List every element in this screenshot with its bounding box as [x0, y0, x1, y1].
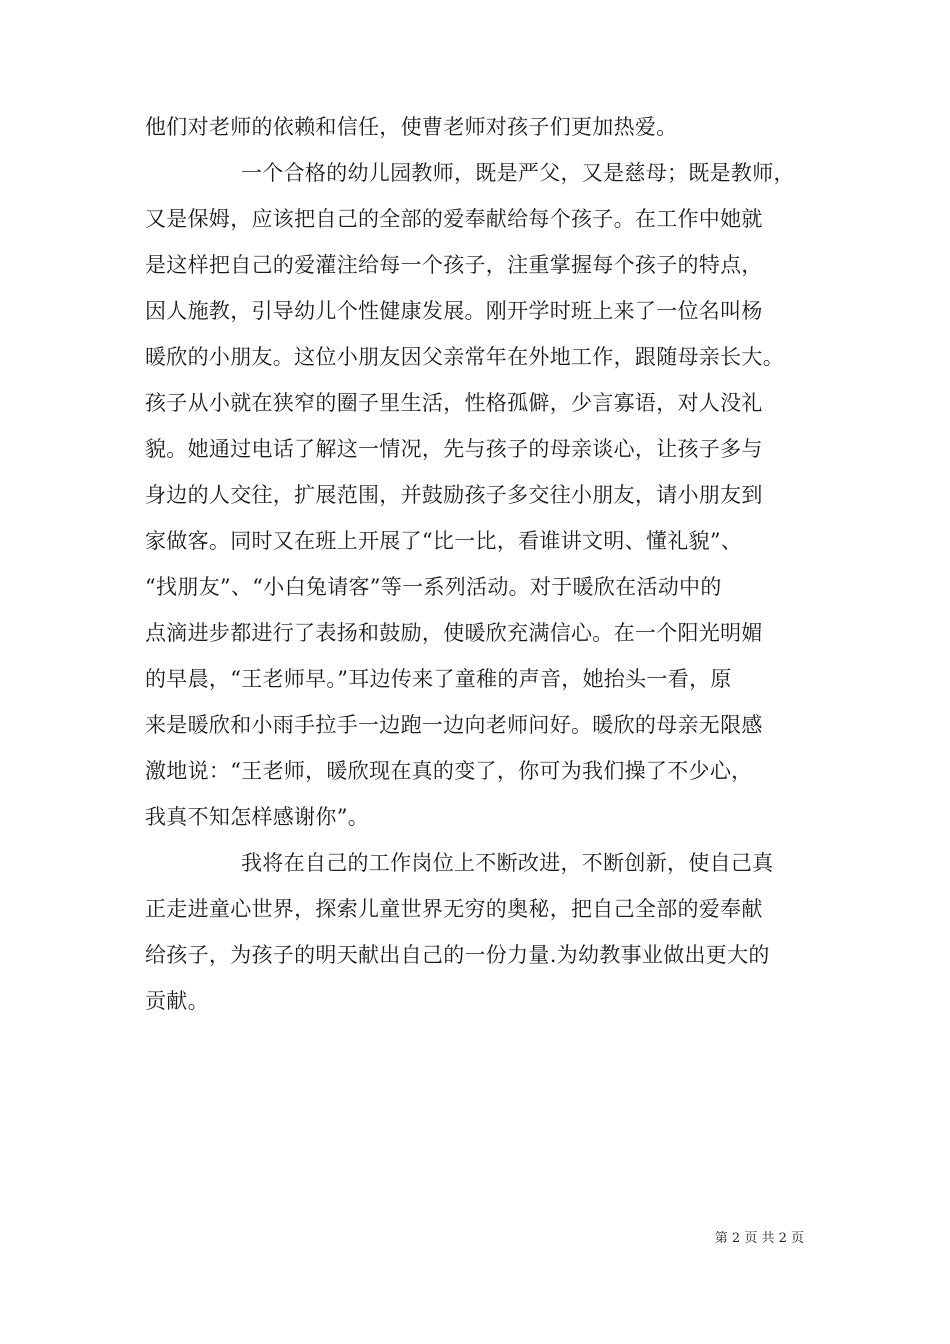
text-line: 孩子从小就在狭窄的圈子里生活，性格孤僻，少言寡语，对人没礼: [145, 391, 763, 415]
paragraph-first-line: 一个合格的幼儿园教师，既是严父，又是慈母；既是教师，: [241, 161, 795, 185]
text-line: 身边的人交往，扩展范围，并鼓励孩子多交往小朋友，请小朋友到: [145, 483, 763, 507]
text-line: 的早晨，“王老师早。”耳边传来了童稚的声音，她抬头一看，原: [145, 667, 732, 691]
text-line: 给孩子，为孩子的明天献出自己的一份力量.为幼教事业做出更大的: [145, 943, 770, 967]
text-line: 贡献。: [145, 989, 209, 1013]
text-line: 貌。她通过电话了解这一情况，先与孩子的母亲谈心，让孩子多与: [145, 437, 763, 461]
text-line: 又是保姆，应该把自己的全部的爱奉献给每个孩子。在工作中她就: [145, 207, 763, 231]
text-line: 激地说：“王老师，暖欣现在真的变了，你可为我们操了不少心，: [145, 759, 753, 783]
text-line: 正走进童心世界，探索儿童世界无穷的奥秘，把自己全部的爱奉献: [145, 897, 763, 921]
page-number-footer: 第 2 页 共 2 页: [714, 1231, 804, 1246]
text-line: 因人施教，引导幼儿个性健康发展。刚开学时班上来了一位名叫杨: [145, 299, 763, 323]
text-line: 他们对老师的依赖和信任，使曹老师对孩子们更加热爱。: [145, 115, 678, 139]
text-line: 点滴进步都进行了表扬和鼓励，使暖欣充满信心。在一个阳光明媚: [145, 621, 763, 645]
text-line: “找朋友”、“小白兔请客”等一系列活动。对于暖欣在活动中的: [145, 575, 722, 599]
text-line: 来是暖欣和小雨手拉手一边跑一边向老师问好。暖欣的母亲无限感: [145, 713, 763, 737]
text-line: 暖欣的小朋友。这位小朋友因父亲常年在外地工作，跟随母亲长大。: [145, 345, 784, 369]
text-line: 是这样把自己的爱灌注给每一个孩子，注重掌握每个孩子的特点，: [145, 253, 763, 277]
text-line: 家做客。同时又在班上开展了“比一比，看谁讲文明、懂礼貌”、: [145, 529, 743, 553]
paragraph-first-line: 我将在自己的工作岗位上不断改进，不断创新，使自己真: [241, 851, 774, 875]
text-line: 我真不知怎样感谢你”。: [145, 805, 370, 829]
